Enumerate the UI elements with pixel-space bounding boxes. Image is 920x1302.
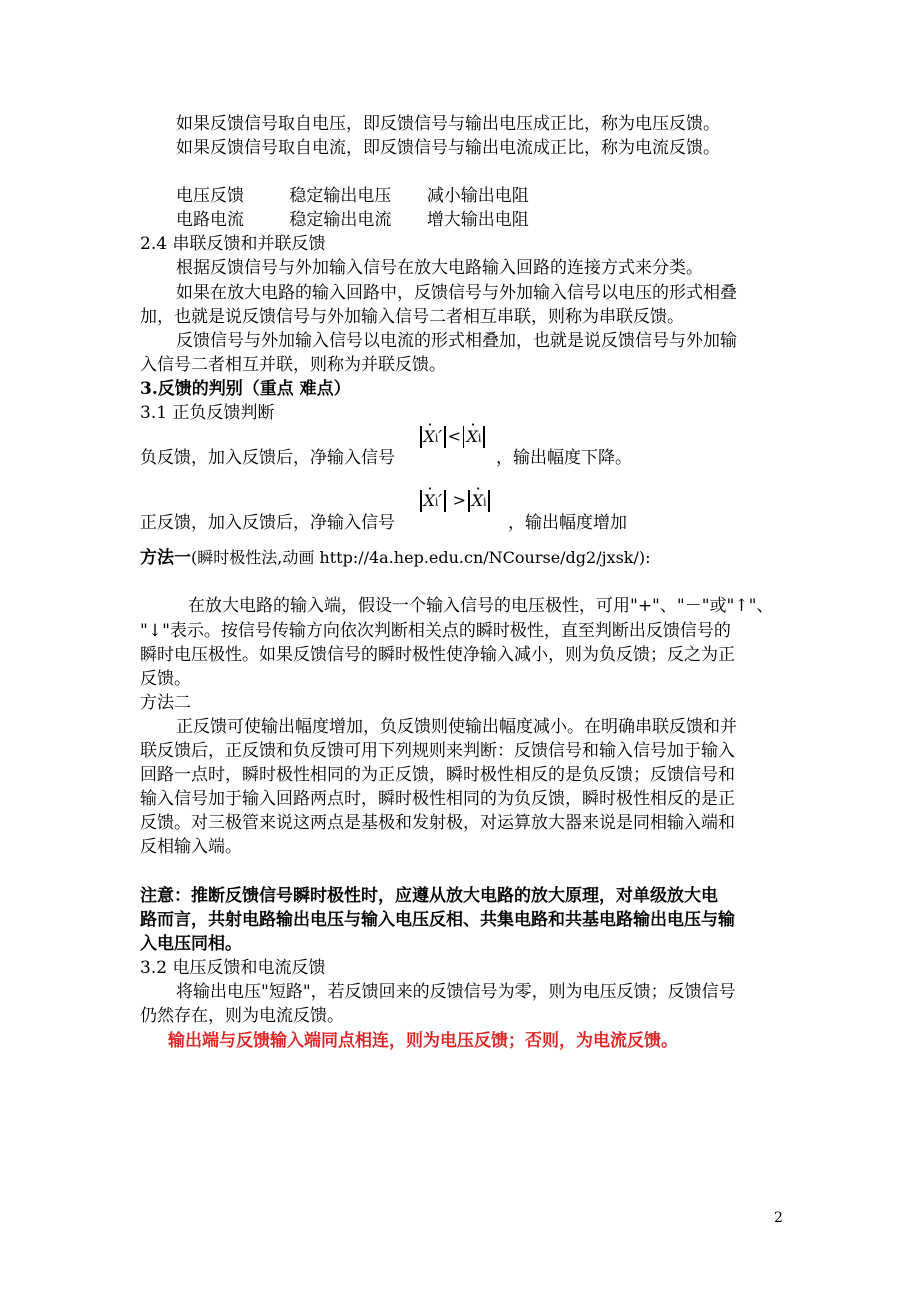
page-number: 2 (774, 1210, 783, 1226)
table-row (140, 208, 780, 232)
table-cell: 电路电流 (176, 210, 244, 230)
paragraph: 根据反馈信号与外加输入信号在放大电路输入回路的连接方式来分类。 (176, 258, 703, 278)
note: 路而言，共射电路输出电压与输入电压反相、共集电路和共基电路输出电压与输 (140, 910, 735, 930)
neg-feedback-text: 负反馈，加入反馈后，净输入信号 (140, 448, 395, 468)
note: 注意：推断反馈信号瞬时极性时，应遵从放大电路的放大原理，对单级放大电 (140, 886, 718, 906)
method-one-heading (140, 546, 780, 570)
paragraph: 反馈。 (140, 669, 191, 689)
note: 入电压同相。 (140, 934, 242, 954)
paragraph: 反馈信号与外加输入信号以电流的形式相叠加，也就是说反馈信号与外加输 (176, 331, 737, 351)
table-row (140, 184, 780, 208)
paragraph: 仍然存在，则为电流反馈。 (140, 1006, 344, 1026)
para-voltage-feedback: 如果反馈信号取自电压，即反馈信号与输出电压成正比，称为电压反馈。 (176, 114, 720, 134)
paragraph: 瞬时电压极性。如果反馈信号的瞬时极性使净输入减小，则为负反馈；反之为正 (140, 645, 735, 665)
formula-symbol: · X (466, 427, 477, 446)
method-one-link-text[interactable]: (瞬时极性法,动画 http://4a.hep.edu.cn/NCourse/dg2/jxsk/): (191, 548, 651, 567)
method-two-label: 方法二 (140, 693, 191, 713)
section-heading-3: 3.反馈的判别（重点 难点） (140, 379, 351, 399)
paragraph: 将输出电压"短路"，若反馈回来的反馈信号为零，则为电压反馈；反馈信号 (176, 982, 736, 1002)
section-heading-2-4: 2.4 串联反馈和并联反馈 (140, 234, 326, 254)
formula-prime: ′ (438, 490, 443, 510)
neg-feedback-result: ，输出幅度下降。 (496, 448, 632, 468)
paragraph: 如果在放大电路的输入回路中，反馈信号与外加输入信号以电压的形式相叠 (176, 283, 737, 303)
paragraph: 联反馈后，正反馈和负反馈可用下列规则来判断：反馈信号和输入信号加于输入 (140, 741, 735, 761)
section-heading-3-2: 3.2 电压反馈和电流反馈 (140, 958, 326, 978)
paragraph: "↓"表示。按信号传输方向依次判断相关点的瞬时极性，直至判断出反馈信号的 (140, 621, 731, 641)
formula-subscript: i (434, 495, 439, 509)
formula-symbol: · X (472, 491, 483, 510)
table-cell: 电压反馈 (176, 186, 244, 206)
table-cell: 稳定输出电流 (289, 210, 392, 230)
formula-symbol: · X (424, 427, 435, 446)
formula-prime: ′ (438, 426, 443, 446)
highlighted-rule: 输出端与反馈输入端同点相连，则为电压反馈；否则，为电流反馈。 (168, 1031, 678, 1051)
paragraph: 输入信号加于输入回路两点时，瞬时极性相同的为负反馈，瞬时极性相反的是正 (140, 789, 735, 809)
paragraph: 在放大电路的输入端，假设一个输入信号的电压极性，可用"+"、"－"或"↑"、 (188, 596, 774, 616)
table-cell: 减小输出电阻 (426, 186, 529, 206)
formula-subscript: i (434, 431, 439, 445)
paragraph: 加，也就是说反馈信号与外加输入信号二者相互串联，则称为串联反馈。 (140, 307, 684, 327)
neg-feedback-formula (418, 426, 487, 448)
pos-feedback-text: 正反馈，加入反馈后，净输入信号 (140, 513, 395, 533)
paragraph: 反馈。对三极管来说这两点是基极和发射极，对运算放大器来说是同相输入端和 (140, 813, 735, 833)
paragraph: 反相输入端。 (140, 837, 242, 857)
formula-symbol: · X (424, 491, 435, 510)
paragraph: 回路一点时，瞬时极性相同的为正反馈，瞬时极性相反的是负反馈；反馈信号和 (140, 765, 735, 785)
paragraph: 正反馈可使输出幅度增加，负反馈则使输出幅度减小。在明确串联反馈和并 (176, 717, 737, 737)
table-cell: 增大输出电阻 (426, 210, 529, 230)
table-cell: 稳定输出电压 (289, 186, 392, 206)
formula-subscript: i (477, 431, 482, 445)
formula-subscript: i (482, 495, 487, 509)
pos-feedback-result: ，输出幅度增加 (508, 513, 627, 533)
formula-operator: > (452, 490, 467, 510)
section-heading-3-1: 3.1 正负反馈判断 (140, 403, 275, 423)
method-one-label: 方法一 (140, 548, 191, 568)
paragraph: 入信号二者相互并联，则称为并联反馈。 (140, 355, 446, 375)
formula-operator: < (447, 426, 461, 446)
para-current-feedback: 如果反馈信号取自电流，即反馈信号与输出电流成正比，称为电流反馈。 (176, 138, 720, 158)
pos-feedback-formula (418, 490, 492, 512)
